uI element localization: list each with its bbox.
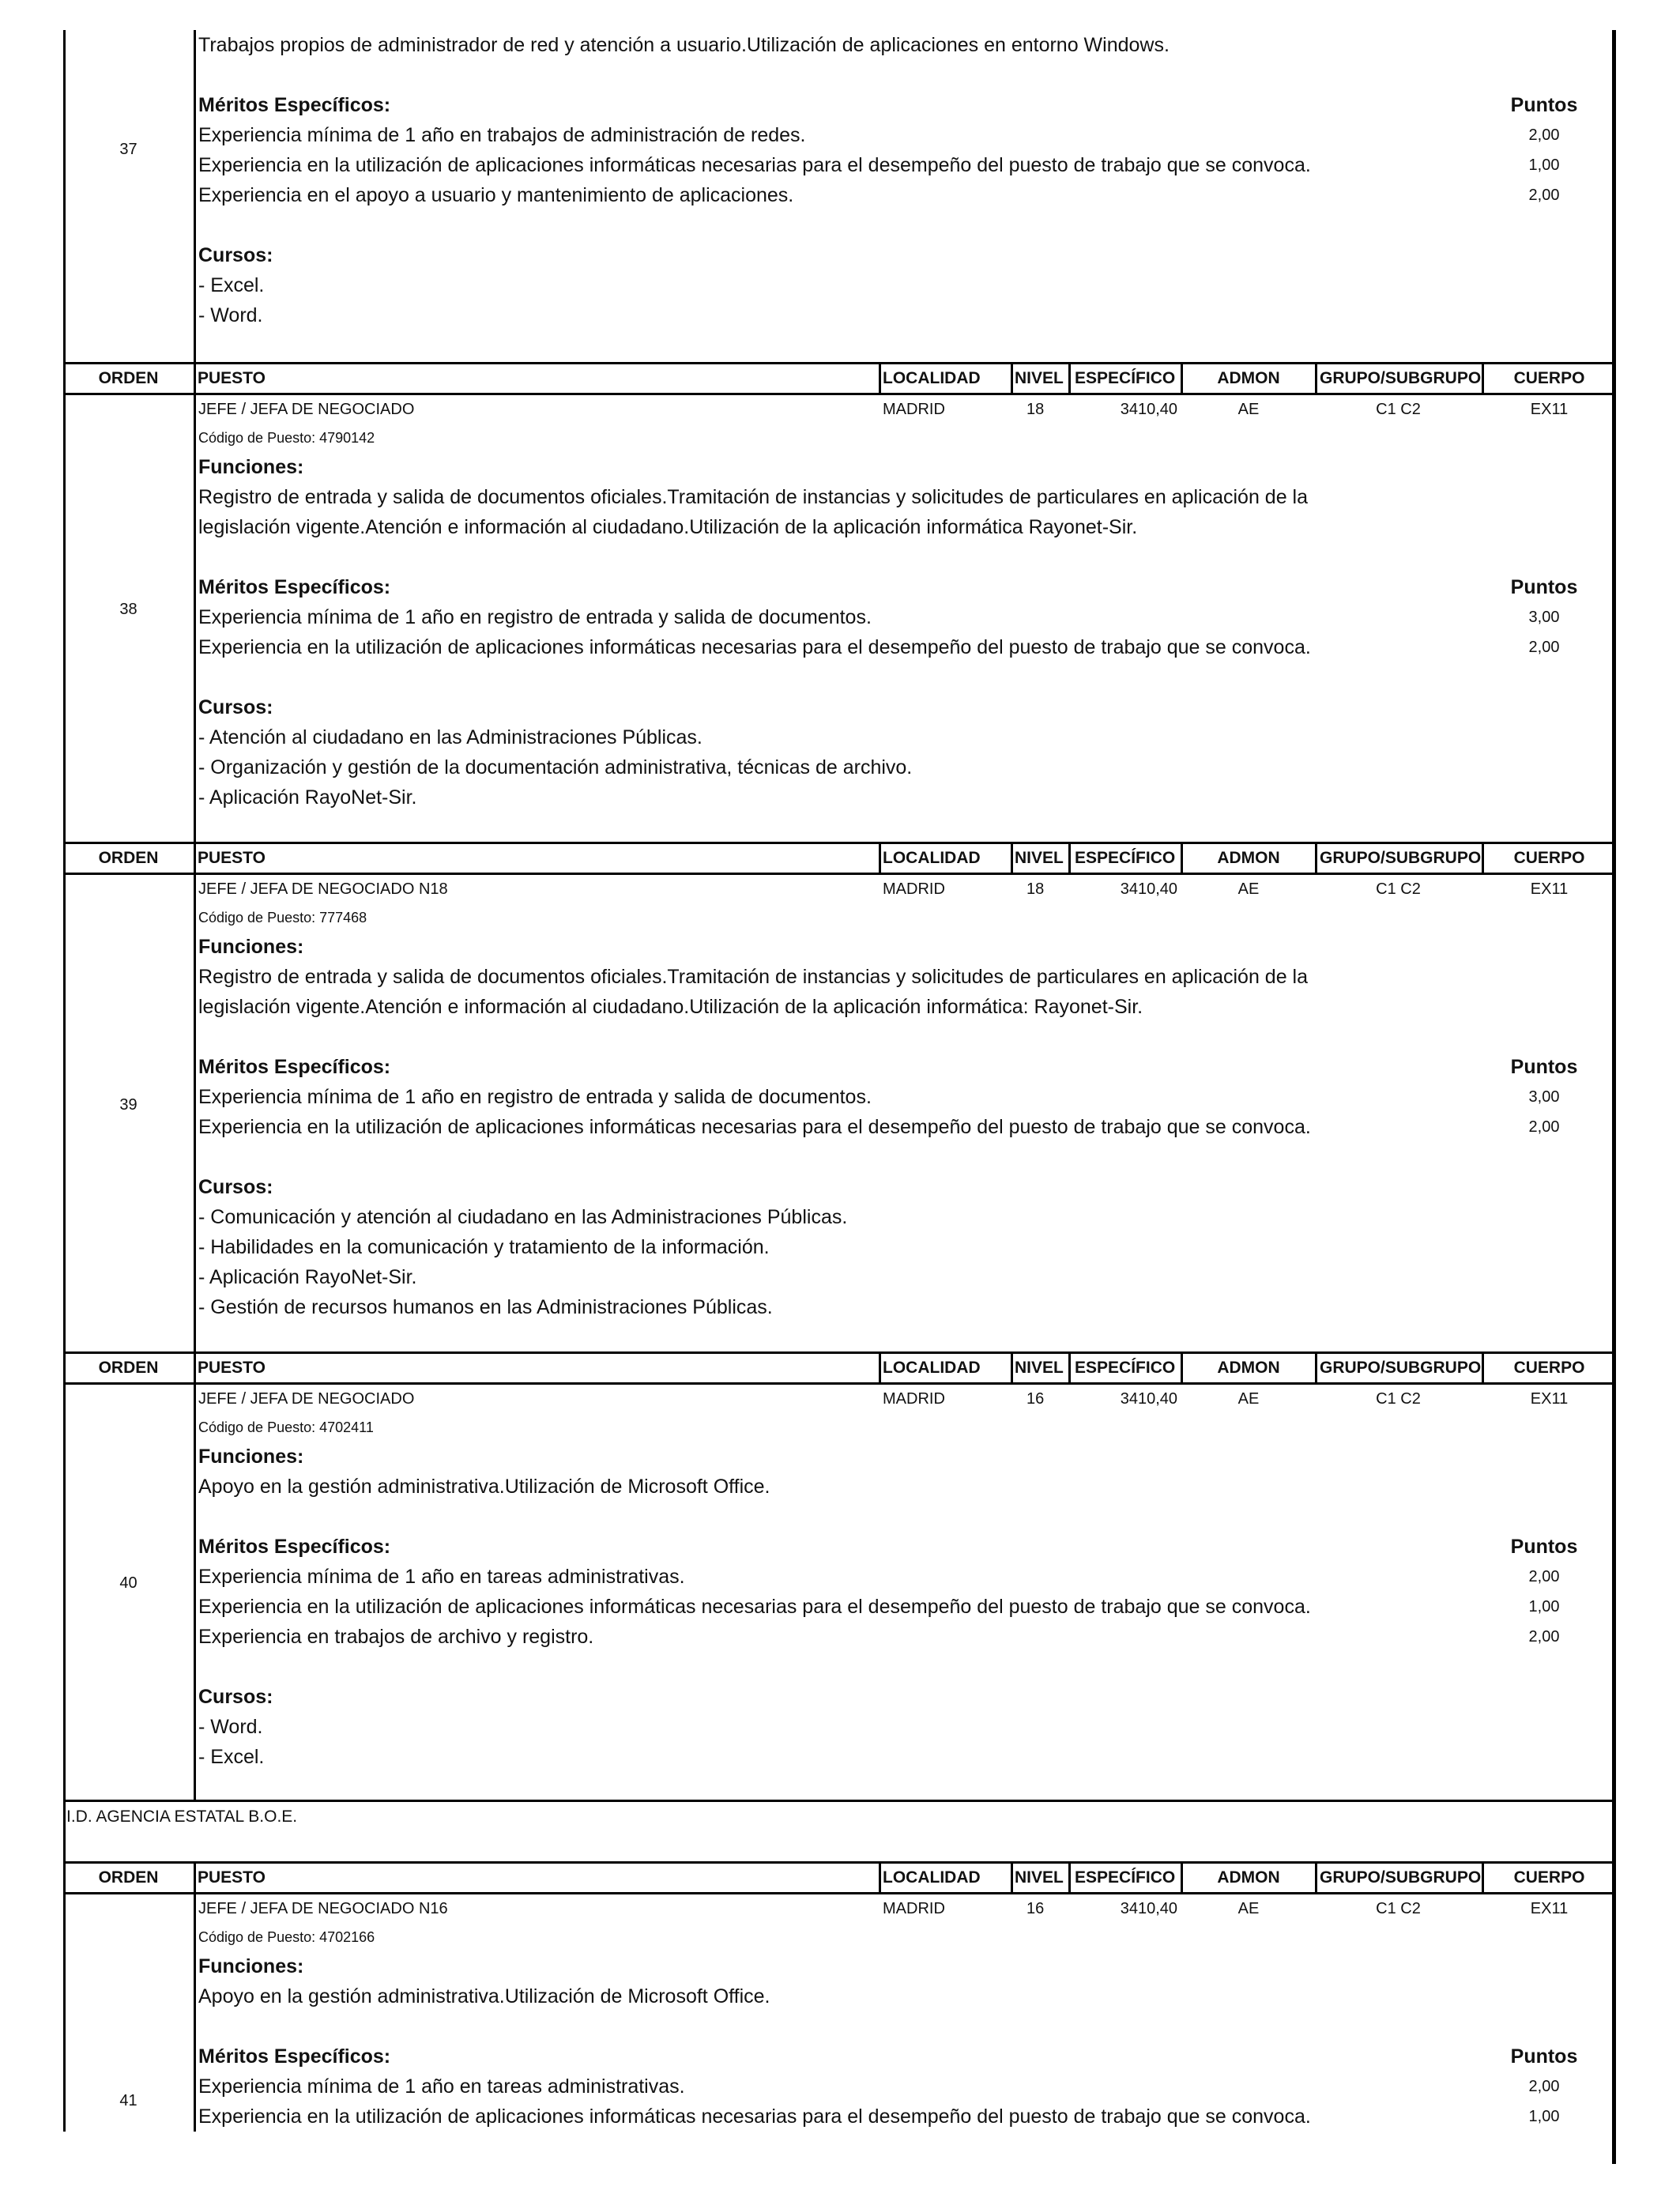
merit-points: 2,00: [1528, 639, 1560, 656]
table-right-border: [1612, 30, 1616, 2164]
header-orden: ORDEN: [98, 369, 159, 387]
header-orden: ORDEN: [98, 849, 159, 867]
puntos-heading: Puntos: [1510, 1056, 1578, 1078]
grupo: C1 C2: [1376, 401, 1421, 418]
merit-text: Experiencia mínima de 1 año en tareas administrativas.: [198, 1566, 685, 1588]
header-grupo: GRUPO/SUBGRUPO: [1320, 1359, 1482, 1377]
puesto-name: JEFE / JEFA DE NEGOCIADO: [198, 401, 415, 418]
header-grupo: GRUPO/SUBGRUPO: [1320, 1868, 1482, 1887]
merit-points: 2,00: [1528, 126, 1560, 144]
header-especifico: ESPECÍFICO: [1075, 849, 1176, 867]
funciones-text: Registro de entrada y salida de documentos oficiales.Tramitación de instancias y solicitudes de particulares en aplicación de la: [198, 966, 1309, 988]
especifico: 3410,40: [1120, 401, 1177, 418]
cursos-heading: Cursos:: [198, 244, 273, 266]
puesto-name: JEFE / JEFA DE NEGOCIADO: [198, 1390, 415, 1408]
position-block-38: [63, 395, 1616, 842]
nivel: 16: [1026, 1390, 1045, 1408]
orden-number: 41: [119, 2092, 137, 2109]
header-puesto: PUESTO: [198, 369, 266, 387]
merit-text: Experiencia en el apoyo a usuario y mantenimiento de aplicaciones.: [198, 184, 794, 206]
puesto-name: JEFE / JEFA DE NEGOCIADO N18: [198, 880, 448, 898]
grupo: C1 C2: [1376, 880, 1421, 898]
admon: AE: [1237, 401, 1260, 418]
header-cuerpo: CUERPO: [1513, 849, 1585, 867]
puntos-heading: Puntos: [1510, 1536, 1578, 1558]
localidad: MADRID: [883, 1390, 945, 1408]
curso-item: - Habilidades en la comunicación y tratamiento de la información.: [198, 1236, 770, 1258]
header-grupo: GRUPO/SUBGRUPO: [1320, 849, 1482, 867]
funciones-heading: Funciones:: [198, 936, 304, 958]
meritos-heading: Méritos Específicos:: [198, 94, 391, 116]
merit-text: Experiencia en la utilización de aplicaciones informáticas necesarias para el desempeño del puesto de trabajo que se convoca.: [198, 636, 1311, 658]
nivel: 18: [1026, 401, 1045, 418]
cuerpo: EX11: [1530, 880, 1569, 898]
especifico: 3410,40: [1120, 880, 1177, 898]
merit-text: Experiencia en trabajos de archivo y registro.: [198, 1626, 594, 1648]
funciones-heading: Funciones:: [198, 1446, 304, 1468]
funciones-text: Apoyo en la gestión administrativa.Utilización de Microsoft Office.: [198, 1985, 770, 2007]
merit-points: 1,00: [1528, 156, 1560, 174]
header-especifico: ESPECÍFICO: [1075, 369, 1176, 387]
localidad: MADRID: [883, 1900, 945, 1917]
codigo-puesto: Código de Puesto: 4702411: [198, 1419, 374, 1435]
puntos-heading: Puntos: [1510, 94, 1578, 116]
orden-number: 38: [119, 601, 137, 618]
funciones-heading: Funciones:: [198, 456, 304, 478]
header-cuerpo: CUERPO: [1513, 369, 1585, 387]
especifico: 3410,40: [1120, 1390, 1177, 1408]
header-orden: ORDEN: [98, 1359, 159, 1377]
especifico: 3410,40: [1120, 1900, 1177, 1917]
curso-item: - Excel.: [198, 1746, 265, 1768]
merit-text: Experiencia en la utilización de aplicaciones informáticas necesarias para el desempeño del puesto de trabajo que se convoca.: [198, 1116, 1311, 1138]
meritos-heading: Méritos Específicos:: [198, 1536, 391, 1558]
table-header: [63, 1861, 1616, 1894]
section-title-block: [63, 1800, 1616, 1861]
funciones-text: Trabajos propios de administrador de red y atención a usuario.Utilización de aplicaciones en entorno Windows.: [198, 34, 1170, 56]
position-block-39: [63, 875, 1616, 1351]
merit-text: Experiencia en la utilización de aplicaciones informáticas necesarias para el desempeño del puesto de trabajo que se convoca.: [198, 1596, 1311, 1618]
curso-item: - Comunicación y atención al ciudadano en las Administraciones Públicas.: [198, 1206, 848, 1228]
nivel: 16: [1026, 1900, 1045, 1917]
merit-points: 1,00: [1528, 1598, 1560, 1615]
header-nivel: NIVEL: [1015, 849, 1064, 867]
cursos-heading: Cursos:: [198, 1176, 273, 1198]
merit-text: Experiencia en la utilización de aplicaciones informáticas necesarias para el desempeño del puesto de trabajo que se convoca.: [198, 154, 1311, 176]
codigo-puesto: Código de Puesto: 4702166: [198, 1929, 375, 1945]
header-localidad: LOCALIDAD: [883, 1868, 981, 1887]
cursos-heading: Cursos:: [198, 696, 273, 718]
section-title: I.D. AGENCIA ESTATAL B.O.E.: [66, 1808, 298, 1826]
curso-item: - Organización y gestión de la documentación administrativa, técnicas de archivo.: [198, 756, 913, 778]
localidad: MADRID: [883, 401, 945, 418]
puesto-name: JEFE / JEFA DE NEGOCIADO N16: [198, 1900, 448, 1917]
header-especifico: ESPECÍFICO: [1075, 1359, 1176, 1377]
merit-points: 2,00: [1528, 1628, 1560, 1646]
meritos-heading: Méritos Específicos:: [198, 1056, 391, 1078]
header-cuerpo: CUERPO: [1513, 1359, 1585, 1377]
curso-item: - Excel.: [198, 274, 265, 296]
position-block-37: [63, 30, 1616, 362]
header-localidad: LOCALIDAD: [883, 1359, 981, 1377]
funciones-heading: Funciones:: [198, 1955, 304, 1977]
header-grupo: GRUPO/SUBGRUPO: [1320, 369, 1482, 387]
nivel: 18: [1026, 880, 1045, 898]
merit-points: 2,00: [1528, 1568, 1560, 1585]
merit-points: 2,00: [1528, 2078, 1560, 2095]
funciones-text: legislación vigente.Atención e información al ciudadano.Utilización de la aplicación informática: Rayonet-Sir.: [198, 996, 1143, 1018]
merit-points: 3,00: [1528, 1088, 1560, 1106]
curso-item: - Aplicación RayoNet-Sir.: [198, 786, 417, 809]
orden-number: 40: [119, 1574, 137, 1592]
table-header: [63, 362, 1616, 395]
curso-item: - Aplicación RayoNet-Sir.: [198, 1266, 417, 1288]
curso-item: - Gestión de recursos humanos en las Administraciones Públicas.: [198, 1296, 773, 1318]
orden-number: 39: [119, 1096, 137, 1114]
header-localidad: LOCALIDAD: [883, 849, 981, 867]
puntos-heading: Puntos: [1510, 576, 1578, 598]
merit-text: Experiencia mínima de 1 año en registro de entrada y salida de documentos.: [198, 606, 872, 628]
header-especifico: ESPECÍFICO: [1075, 1868, 1176, 1887]
header-admon: ADMON: [1217, 849, 1280, 867]
curso-item: - Word.: [198, 1716, 263, 1738]
merit-points: 2,00: [1528, 1118, 1560, 1136]
cuerpo: EX11: [1530, 1900, 1569, 1917]
funciones-text: Apoyo en la gestión administrativa.Utilización de Microsoft Office.: [198, 1476, 770, 1498]
header-nivel: NIVEL: [1015, 1359, 1064, 1377]
header-puesto: PUESTO: [198, 1868, 266, 1887]
grupo: C1 C2: [1376, 1900, 1421, 1917]
merit-text: Experiencia en la utilización de aplicaciones informáticas necesarias para el desempeño del puesto de trabajo que se convoca.: [198, 2105, 1311, 2128]
table-header: [63, 1351, 1616, 1385]
localidad: MADRID: [883, 880, 945, 898]
puntos-heading: Puntos: [1510, 2045, 1578, 2068]
curso-item: - Word.: [198, 304, 263, 326]
meritos-heading: Méritos Específicos:: [198, 576, 391, 598]
header-puesto: PUESTO: [198, 1359, 266, 1377]
header-admon: ADMON: [1217, 1868, 1280, 1887]
header-nivel: NIVEL: [1015, 369, 1064, 387]
header-puesto: PUESTO: [198, 849, 266, 867]
header-admon: ADMON: [1217, 369, 1280, 387]
header-orden: ORDEN: [98, 1868, 159, 1887]
header-admon: ADMON: [1217, 1359, 1280, 1377]
position-block-41: [63, 1894, 1616, 2132]
cuerpo: EX11: [1530, 1390, 1569, 1408]
header-nivel: NIVEL: [1015, 1868, 1064, 1887]
meritos-heading: Méritos Específicos:: [198, 2045, 391, 2068]
admon: AE: [1237, 880, 1260, 898]
orden-number: 37: [119, 141, 137, 158]
curso-item: - Atención al ciudadano en las Administraciones Públicas.: [198, 726, 703, 748]
merit-points: 2,00: [1528, 187, 1560, 204]
funciones-text: legislación vigente.Atención e información al ciudadano.Utilización de la aplicación informática Rayonet-Sir.: [198, 516, 1138, 538]
admon: AE: [1237, 1900, 1260, 1917]
cursos-heading: Cursos:: [198, 1686, 273, 1708]
merit-points: 1,00: [1528, 2108, 1560, 2125]
merit-text: Experiencia mínima de 1 año en tareas administrativas.: [198, 2075, 685, 2098]
funciones-text: Registro de entrada y salida de documentos oficiales.Tramitación de instancias y solicitudes de particulares en aplicación de la: [198, 486, 1309, 508]
grupo: C1 C2: [1376, 1390, 1421, 1408]
codigo-puesto: Código de Puesto: 777468: [198, 910, 367, 925]
header-localidad: LOCALIDAD: [883, 369, 981, 387]
cuerpo: EX11: [1530, 401, 1569, 418]
position-block-40: [63, 1385, 1616, 1800]
positions-table: [63, 30, 1616, 2132]
merit-points: 3,00: [1528, 609, 1560, 626]
merit-text: Experiencia mínima de 1 año en registro de entrada y salida de documentos.: [198, 1086, 872, 1108]
header-cuerpo: CUERPO: [1513, 1868, 1585, 1887]
merit-text: Experiencia mínima de 1 año en trabajos de administración de redes.: [198, 124, 806, 146]
admon: AE: [1237, 1390, 1260, 1408]
codigo-puesto: Código de Puesto: 4790142: [198, 430, 375, 446]
table-header: [63, 842, 1616, 875]
